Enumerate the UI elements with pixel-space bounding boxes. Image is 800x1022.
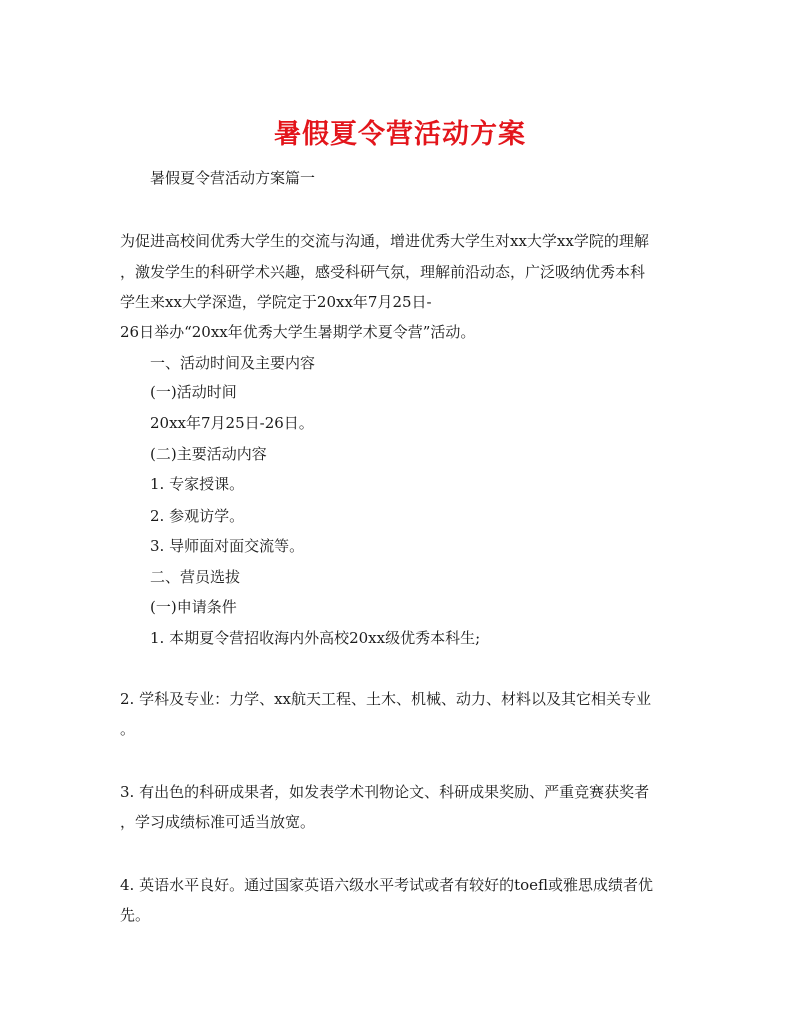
list-item: 2. 参观访学。 <box>150 507 245 525</box>
list-item: 3. 有出色的科研成果者，如发表学术刊物论文、科研成果奖励、严重竞赛获奖者 <box>120 783 650 801</box>
section-heading: 一、活动时间及主要内容 <box>150 354 316 372</box>
list-item: 3. 导师面对面交流等。 <box>150 537 305 555</box>
list-item-continuation: ，学习成绩标准可适当放宽。 <box>120 813 316 831</box>
subsection-heading: (一)申请条件 <box>150 598 237 616</box>
intro-line: 26日举办“20xx年优秀大学生暑期学术夏令营”活动。 <box>120 323 476 341</box>
intro-line: 学生来xx大学深造，学院定于20xx年7月25日- <box>120 293 432 311</box>
subtitle: 暑假夏令营活动方案篇一 <box>150 169 316 187</box>
paragraph: 20xx年7月25日-26日。 <box>150 414 314 432</box>
intro-line: ，激发学生的科研学术兴趣，感受科研气氛，理解前沿动态，广泛吸纳优秀本科 <box>120 263 646 281</box>
list-item: 2. 学科及专业：力学、xx航天工程、土木、机械、动力、材料以及其它相关专业 <box>120 690 652 708</box>
document-title: 暑假夏令营活动方案 <box>274 119 526 150</box>
list-item: 1. 专家授课。 <box>150 475 245 493</box>
subsection-heading: (二)主要活动内容 <box>150 445 267 463</box>
subsection-heading: (一)活动时间 <box>150 383 237 401</box>
list-item-continuation: 。 <box>120 720 136 738</box>
section-heading: 二、营员选拔 <box>150 568 241 586</box>
list-item-continuation: 先。 <box>120 906 151 924</box>
list-item: 1. 本期夏令营招收海内外高校20xx级优秀本科生; <box>150 629 481 647</box>
list-item: 4. 英语水平良好。通过国家英语六级水平考试或者有较好的toefl或雅思成绩者优 <box>120 876 654 894</box>
intro-line: 为促进高校间优秀大学生的交流与沟通，增进优秀大学生对xx大学xx学院的理解 <box>120 232 649 250</box>
